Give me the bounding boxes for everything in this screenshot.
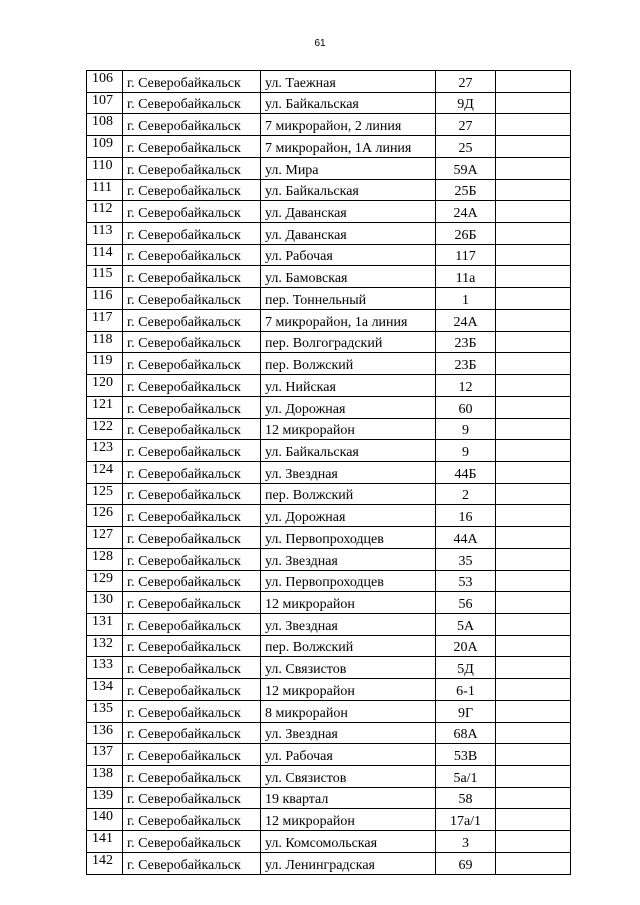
table-row xyxy=(87,353,571,375)
row-number-cell: 110 xyxy=(87,157,123,179)
row-number-cell: 106 xyxy=(87,71,123,93)
note-cell xyxy=(496,309,571,331)
note-cell xyxy=(496,766,571,788)
address-table xyxy=(86,70,571,875)
street-cell: ул. Звездная xyxy=(261,548,436,570)
street-cell: 8 микрорайон xyxy=(261,700,436,722)
street-cell: ул. Бамовская xyxy=(261,266,436,288)
row-number-cell: 124 xyxy=(87,461,123,483)
row-number-cell: 137 xyxy=(87,744,123,766)
note-cell xyxy=(496,527,571,549)
house-number-cell: 27 xyxy=(436,114,496,136)
city-cell: г. Северобайкальск xyxy=(123,809,261,831)
table-row xyxy=(87,527,571,549)
note-cell xyxy=(496,396,571,418)
street-cell: 7 микрорайон, 1а линия xyxy=(261,309,436,331)
street-cell: 12 микрорайон xyxy=(261,809,436,831)
street-cell: ул. Ленинградская xyxy=(261,852,436,874)
table-row xyxy=(87,440,571,462)
row-number-cell: 135 xyxy=(87,700,123,722)
city-cell: г. Северобайкальск xyxy=(123,722,261,744)
city-cell: г. Северобайкальск xyxy=(123,831,261,853)
table-row xyxy=(87,592,571,614)
house-number-cell: 9Г xyxy=(436,700,496,722)
city-cell: г. Северобайкальск xyxy=(123,114,261,136)
street-cell: ул. Связистов xyxy=(261,657,436,679)
house-number-cell: 3 xyxy=(436,831,496,853)
table-row xyxy=(87,787,571,809)
table-row xyxy=(87,266,571,288)
street-cell: ул. Связистов xyxy=(261,766,436,788)
row-number-cell: 111 xyxy=(87,179,123,201)
street-cell: ул. Первопроходцев xyxy=(261,527,436,549)
table-row xyxy=(87,92,571,114)
table-row xyxy=(87,809,571,831)
note-cell xyxy=(496,483,571,505)
street-cell: ул. Дорожная xyxy=(261,396,436,418)
row-number-cell: 133 xyxy=(87,657,123,679)
row-number-cell: 128 xyxy=(87,548,123,570)
city-cell: г. Северобайкальск xyxy=(123,71,261,93)
table-row xyxy=(87,852,571,874)
house-number-cell: 53В xyxy=(436,744,496,766)
street-cell: ул. Звездная xyxy=(261,722,436,744)
row-number-cell: 115 xyxy=(87,266,123,288)
row-number-cell: 140 xyxy=(87,809,123,831)
note-cell xyxy=(496,157,571,179)
note-cell xyxy=(496,722,571,744)
note-cell xyxy=(496,570,571,592)
house-number-cell: 58 xyxy=(436,787,496,809)
row-number-cell: 107 xyxy=(87,92,123,114)
street-cell: ул. Таежная xyxy=(261,71,436,93)
house-number-cell: 20А xyxy=(436,635,496,657)
row-number-cell: 139 xyxy=(87,787,123,809)
street-cell: пер. Волжский xyxy=(261,353,436,375)
house-number-cell: 26Б xyxy=(436,223,496,245)
city-cell: г. Северобайкальск xyxy=(123,483,261,505)
note-cell xyxy=(496,657,571,679)
table-row xyxy=(87,375,571,397)
table-row xyxy=(87,722,571,744)
address-table-body xyxy=(87,71,571,875)
row-number-cell: 108 xyxy=(87,114,123,136)
street-cell: ул. Даванская xyxy=(261,201,436,223)
row-number-cell: 109 xyxy=(87,136,123,158)
house-number-cell: 27 xyxy=(436,71,496,93)
street-cell: ул. Байкальская xyxy=(261,440,436,462)
row-number-cell: 136 xyxy=(87,722,123,744)
city-cell: г. Северобайкальск xyxy=(123,679,261,701)
note-cell xyxy=(496,288,571,310)
house-number-cell: 60 xyxy=(436,396,496,418)
house-number-cell: 53 xyxy=(436,570,496,592)
row-number-cell: 117 xyxy=(87,309,123,331)
street-cell: ул. Звездная xyxy=(261,613,436,635)
city-cell: г. Северобайкальск xyxy=(123,223,261,245)
note-cell xyxy=(496,744,571,766)
row-number-cell: 134 xyxy=(87,679,123,701)
table-row xyxy=(87,223,571,245)
street-cell: 7 микрорайон, 2 линия xyxy=(261,114,436,136)
street-cell: пер. Тоннельный xyxy=(261,288,436,310)
city-cell: г. Северобайкальск xyxy=(123,244,261,266)
table-row xyxy=(87,396,571,418)
note-cell xyxy=(496,700,571,722)
street-cell: ул. Нийская xyxy=(261,375,436,397)
city-cell: г. Северобайкальск xyxy=(123,440,261,462)
table-row xyxy=(87,244,571,266)
city-cell: г. Северобайкальск xyxy=(123,570,261,592)
city-cell: г. Северобайкальск xyxy=(123,505,261,527)
city-cell: г. Северобайкальск xyxy=(123,266,261,288)
house-number-cell: 59А xyxy=(436,157,496,179)
house-number-cell: 9 xyxy=(436,440,496,462)
row-number-cell: 141 xyxy=(87,831,123,853)
table-row xyxy=(87,157,571,179)
row-number-cell: 118 xyxy=(87,331,123,353)
note-cell xyxy=(496,201,571,223)
table-row xyxy=(87,483,571,505)
street-cell: ул. Первопроходцев xyxy=(261,570,436,592)
house-number-cell: 35 xyxy=(436,548,496,570)
note-cell xyxy=(496,266,571,288)
table-row xyxy=(87,657,571,679)
street-cell: пер. Волжский xyxy=(261,483,436,505)
house-number-cell: 69 xyxy=(436,852,496,874)
street-cell: 19 квартал xyxy=(261,787,436,809)
street-cell: ул. Дорожная xyxy=(261,505,436,527)
street-cell: 12 микрорайон xyxy=(261,418,436,440)
city-cell: г. Северобайкальск xyxy=(123,635,261,657)
row-number-cell: 132 xyxy=(87,635,123,657)
city-cell: г. Северобайкальск xyxy=(123,353,261,375)
street-cell: ул. Рабочая xyxy=(261,744,436,766)
street-cell: ул. Даванская xyxy=(261,223,436,245)
city-cell: г. Северобайкальск xyxy=(123,787,261,809)
table-row xyxy=(87,831,571,853)
street-cell: 12 микрорайон xyxy=(261,592,436,614)
table-row xyxy=(87,136,571,158)
city-cell: г. Северобайкальск xyxy=(123,288,261,310)
table-row xyxy=(87,679,571,701)
city-cell: г. Северобайкальск xyxy=(123,309,261,331)
note-cell xyxy=(496,136,571,158)
page-number: 61 xyxy=(314,38,326,49)
house-number-cell: 9Д xyxy=(436,92,496,114)
city-cell: г. Северобайкальск xyxy=(123,136,261,158)
table-row xyxy=(87,461,571,483)
table-row xyxy=(87,766,571,788)
table-row xyxy=(87,309,571,331)
house-number-cell: 24А xyxy=(436,201,496,223)
note-cell xyxy=(496,613,571,635)
city-cell: г. Северобайкальск xyxy=(123,700,261,722)
row-number-cell: 130 xyxy=(87,592,123,614)
city-cell: г. Северобайкальск xyxy=(123,548,261,570)
row-number-cell: 125 xyxy=(87,483,123,505)
city-cell: г. Северобайкальск xyxy=(123,852,261,874)
table-row xyxy=(87,635,571,657)
city-cell: г. Северобайкальск xyxy=(123,527,261,549)
note-cell xyxy=(496,179,571,201)
table-row xyxy=(87,613,571,635)
street-cell: пер. Волжский xyxy=(261,635,436,657)
house-number-cell: 9 xyxy=(436,418,496,440)
city-cell: г. Северобайкальск xyxy=(123,613,261,635)
note-cell xyxy=(496,831,571,853)
street-cell: ул. Мира xyxy=(261,157,436,179)
row-number-cell: 120 xyxy=(87,375,123,397)
note-cell xyxy=(496,244,571,266)
row-number-cell: 114 xyxy=(87,244,123,266)
house-number-cell: 24А xyxy=(436,309,496,331)
note-cell xyxy=(496,375,571,397)
row-number-cell: 123 xyxy=(87,440,123,462)
house-number-cell: 23Б xyxy=(436,331,496,353)
street-cell: 7 микрорайон, 1А линия xyxy=(261,136,436,158)
note-cell xyxy=(496,440,571,462)
city-cell: г. Северобайкальск xyxy=(123,461,261,483)
house-number-cell: 23Б xyxy=(436,353,496,375)
city-cell: г. Северобайкальск xyxy=(123,157,261,179)
house-number-cell: 17а/1 xyxy=(436,809,496,831)
city-cell: г. Северобайкальск xyxy=(123,744,261,766)
row-number-cell: 129 xyxy=(87,570,123,592)
table-row xyxy=(87,744,571,766)
city-cell: г. Северобайкальск xyxy=(123,418,261,440)
table-row xyxy=(87,331,571,353)
table-row xyxy=(87,548,571,570)
house-number-cell: 5Д xyxy=(436,657,496,679)
house-number-cell: 16 xyxy=(436,505,496,527)
street-cell: ул. Комсомольская xyxy=(261,831,436,853)
table-row xyxy=(87,288,571,310)
table-row xyxy=(87,179,571,201)
street-cell: ул. Байкальская xyxy=(261,179,436,201)
row-number-cell: 113 xyxy=(87,223,123,245)
house-number-cell: 25Б xyxy=(436,179,496,201)
city-cell: г. Северобайкальск xyxy=(123,766,261,788)
house-number-cell: 5А xyxy=(436,613,496,635)
row-number-cell: 127 xyxy=(87,527,123,549)
row-number-cell: 126 xyxy=(87,505,123,527)
street-cell: 12 микрорайон xyxy=(261,679,436,701)
table-row xyxy=(87,570,571,592)
city-cell: г. Северобайкальск xyxy=(123,396,261,418)
house-number-cell: 68А xyxy=(436,722,496,744)
street-cell: ул. Звездная xyxy=(261,461,436,483)
table-row xyxy=(87,418,571,440)
city-cell: г. Северобайкальск xyxy=(123,592,261,614)
note-cell xyxy=(496,418,571,440)
row-number-cell: 112 xyxy=(87,201,123,223)
row-number-cell: 142 xyxy=(87,852,123,874)
house-number-cell: 44Б xyxy=(436,461,496,483)
note-cell xyxy=(496,809,571,831)
house-number-cell: 5а/1 xyxy=(436,766,496,788)
row-number-cell: 122 xyxy=(87,418,123,440)
note-cell xyxy=(496,592,571,614)
house-number-cell: 6-1 xyxy=(436,679,496,701)
row-number-cell: 138 xyxy=(87,766,123,788)
row-number-cell: 131 xyxy=(87,613,123,635)
note-cell xyxy=(496,548,571,570)
house-number-cell: 44А xyxy=(436,527,496,549)
house-number-cell: 12 xyxy=(436,375,496,397)
city-cell: г. Северобайкальск xyxy=(123,179,261,201)
note-cell xyxy=(496,461,571,483)
note-cell xyxy=(496,71,571,93)
city-cell: г. Северобайкальск xyxy=(123,657,261,679)
city-cell: г. Северобайкальск xyxy=(123,201,261,223)
table-row xyxy=(87,505,571,527)
house-number-cell: 2 xyxy=(436,483,496,505)
row-number-cell: 116 xyxy=(87,288,123,310)
note-cell xyxy=(496,92,571,114)
table-row xyxy=(87,114,571,136)
note-cell xyxy=(496,635,571,657)
street-cell: ул. Рабочая xyxy=(261,244,436,266)
note-cell xyxy=(496,505,571,527)
note-cell xyxy=(496,223,571,245)
house-number-cell: 25 xyxy=(436,136,496,158)
note-cell xyxy=(496,114,571,136)
note-cell xyxy=(496,852,571,874)
note-cell xyxy=(496,787,571,809)
house-number-cell: 11а xyxy=(436,266,496,288)
row-number-cell: 119 xyxy=(87,353,123,375)
city-cell: г. Северобайкальск xyxy=(123,331,261,353)
table-row xyxy=(87,201,571,223)
note-cell xyxy=(496,353,571,375)
city-cell: г. Северобайкальск xyxy=(123,375,261,397)
table-row xyxy=(87,71,571,93)
house-number-cell: 117 xyxy=(436,244,496,266)
house-number-cell: 1 xyxy=(436,288,496,310)
row-number-cell: 121 xyxy=(87,396,123,418)
table-row xyxy=(87,700,571,722)
street-cell: ул. Байкальская xyxy=(261,92,436,114)
city-cell: г. Северобайкальск xyxy=(123,92,261,114)
street-cell: пер. Волгоградский xyxy=(261,331,436,353)
house-number-cell: 56 xyxy=(436,592,496,614)
note-cell xyxy=(496,679,571,701)
note-cell xyxy=(496,331,571,353)
